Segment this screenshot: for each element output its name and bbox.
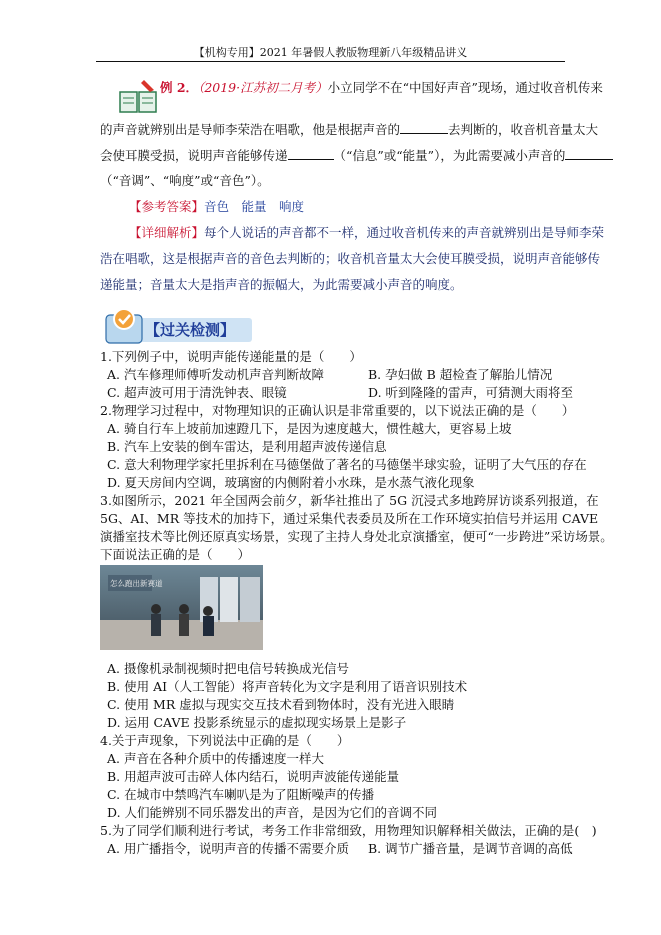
- q2-option-a: A. 骑自行车上坡前加速蹬几下，是因为速度越大，惯性越大，更容易上坡: [107, 421, 512, 436]
- q2-option-d: D. 夏天房间内空调，玻璃窗的内侧附着小水珠，是水蒸气液化现象: [107, 475, 475, 490]
- q2-option-c: C. 意大利物理学家托里拆利在马德堡做了著名的马德堡半球实验，证明了大气压的存在: [107, 457, 587, 472]
- q1-option-a: A. 汽车修理师傅听发动机声音判断故障: [107, 367, 324, 382]
- q5-stem: 5.为了同学们顺利进行考试，考务工作非常细致，用物理知识解释相关做法，正确的是( ): [100, 823, 597, 838]
- q3-stem-4: 下面说法正确的是（ ）: [100, 547, 251, 562]
- q4-option-a: A. 声音在各种介质中的传播速度一样大: [107, 751, 324, 766]
- q2-stem: 2.物理学习过程中，对物理知识的正确认识是非常重要的，以下说法正确的是（ ）: [100, 403, 575, 418]
- header-divider: [96, 61, 565, 62]
- q3-option-d: D. 运用 CAVE 投影系统显示的虚拟现实场景上是影子: [107, 715, 407, 730]
- analysis-tag: 【详细解析】: [129, 225, 205, 240]
- example-source: （2019·江苏初二月考）: [198, 80, 328, 95]
- example-line-3: 会使耳膜受损，说明声音能够传递 （“信息”或“能量”），为此需要减小声音的: [100, 147, 613, 164]
- checkmark-badge-icon: [103, 305, 145, 345]
- answer-blank-2: [288, 147, 334, 160]
- q3-stem-3: 演播室技术等比例还原真实场景，实现了主持人身处北京演播室，便可“一步跨进”采访场景。: [100, 529, 613, 544]
- studio-photo: [100, 565, 263, 650]
- reference-answer: [129, 199, 304, 215]
- q4-stem: 4.关于声现象，下列说法中正确的是（ ）: [100, 733, 350, 748]
- page-header: 【机构专用】2021 年暑假人教版物理新八年级精品讲义: [193, 46, 468, 59]
- q3-option-a: A. 摄像机录制视频时把电信号转换成光信号: [107, 661, 349, 676]
- q3-option-b: B. 使用 AI（人工智能）将声音转化为文字是利用了语音识别技术: [107, 679, 468, 694]
- q1-option-c: C. 超声波可用于清洗钟表、眼镜: [107, 385, 287, 400]
- example-line-4: （“音调”、“响度”或“音色”）。: [100, 173, 270, 188]
- answer-text: 音色 能量 响度: [204, 199, 305, 214]
- q4-option-b: B. 用超声波可击碎人体内结石，说明声波能传递能量: [107, 769, 400, 784]
- analysis-line-3: 递能量；音量太大是指声音的振幅大，为此需要减小声音的响度。: [100, 277, 463, 292]
- q3-option-c: C. 使用 MR 虚拟与现实交互技术看到物体时，没有光进入眼睛: [107, 697, 455, 712]
- q1-stem: 1.下列例子中，说明声能传递能量的是（ ）: [100, 349, 362, 364]
- analysis-line-2: 浩在唱歌，这是根据声音的音色去判断的；收音机音量太大会使耳膜受损，说明声音能够传: [100, 251, 601, 266]
- q5-option-b: B. 调节广播音量，是调节音调的高低: [368, 841, 573, 856]
- answer-blank-1: [400, 121, 448, 134]
- open-book-icon: [118, 78, 158, 116]
- q4-option-d: D. 人们能辨别不同乐器发出的声音，是因为它们的音调不同: [107, 805, 438, 820]
- answer-tag: 【参考答案】: [129, 199, 205, 214]
- q1-option-d: D. 听到隆隆的雷声，可猜测大雨将至: [368, 385, 574, 400]
- section-title: 【过关检测】: [145, 321, 236, 339]
- example-line-2: 的声音就辨别出是导师李荣浩在唱歌，他是根据声音的 去判断的，收音机音量太大: [100, 122, 599, 137]
- example-line-1: [160, 80, 603, 96]
- answer-blank-3: [565, 147, 613, 160]
- q5-option-a: A. 用广播指令，说明声音的传播不需要介质: [107, 841, 349, 856]
- example-label: 例 2．: [160, 80, 199, 95]
- example-text-1: 小立同学不在“中国好声音”现场，通过收音机传来: [327, 80, 603, 95]
- q3-stem-2: 5G、AI、MR 等技术的加持下，通过采集代表委员及所在工作环境实拍信号并运用 CAVE: [100, 511, 599, 526]
- q2-option-b: B. 汽车上安装的倒车雷达，是利用超声波传递信息: [107, 439, 387, 454]
- q3-stem-1: 3.如图所示，2021 年全国两会前夕，新华社推出了 5G 沉浸式多地跨屏访谈系列报道，在: [100, 493, 599, 508]
- analysis-line-1: 【详细解析】每个人说话的声音都不一样，通过收音机传来的声音就辨别出是导师李荣: [129, 225, 605, 240]
- photo-overlay-text: 怎么跑出新赛道: [110, 579, 163, 588]
- q4-option-c: C. 在城市中禁鸣汽车喇叭是为了阻断噪声的传播: [107, 787, 375, 802]
- q1-option-b: B. 孕妇做 B 超检查了解胎儿情况: [368, 367, 553, 382]
